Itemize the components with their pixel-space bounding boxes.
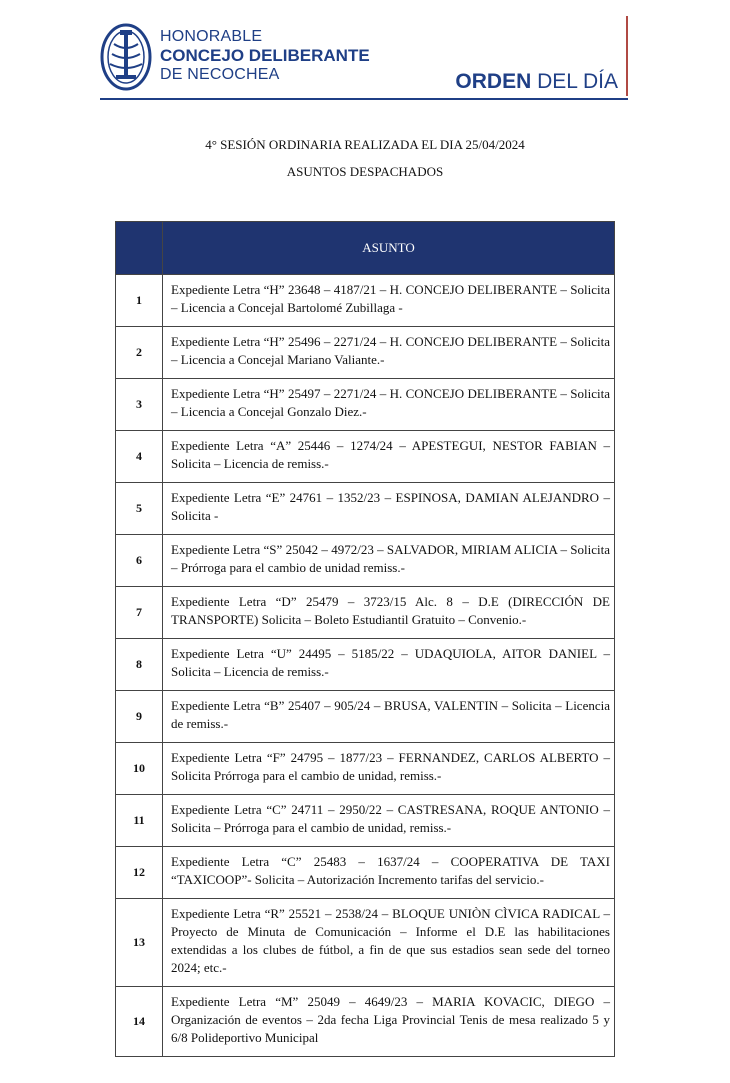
row-text: Expediente Letra “F” 24795 – 1877/23 – FERNANDEZ, CARLOS ALBERTO – Solicita Prórroga para el cambio de unidad, remiss.- [163,743,615,795]
table-header-row [116,222,615,275]
org-line-3: DE NECOCHEA [160,66,280,83]
row-text: Expediente Letra “C” 24711 – 2950/22 – CASTRESANA, ROQUE ANTONIO – Solicita – Prórroga para el cambio de unidad, remiss.- [163,795,615,847]
row-number: 10 [116,743,163,795]
table-row [116,795,615,847]
table-row [116,847,615,899]
document-title-bold: ORDEN [455,70,532,93]
council-emblem-icon [100,22,152,92]
table-row [116,691,615,743]
row-text: Expediente Letra “U” 24495 – 5185/22 – UDAQUIOLA, AITOR DANIEL – Solicita – Licencia de remiss.- [163,639,615,691]
row-number: 11 [116,795,163,847]
row-number: 1 [116,275,163,327]
header-number-cell [116,222,163,275]
row-number: 4 [116,431,163,483]
row-text: Expediente Letra “R” 25521 – 2538/24 – BLOQUE UNIÒN CÌVICA RADICAL – Proyecto de Minuta de Comunicación – Informe el D.E las habilitaciones extendidas a los clubes de fútbol, a fin de que sus estadios sean sede del torneo 2024; etc.- [163,899,615,987]
row-text: Expediente Letra “H” 25496 – 2271/24 – H. CONCEJO DELIBERANTE – Solicita – Licencia a Concejal Mariano Valiante.- [163,327,615,379]
table-row [116,743,615,795]
table-row [116,899,615,987]
table-row [116,535,615,587]
row-number: 12 [116,847,163,899]
table-row [116,987,615,1057]
row-text: Expediente Letra “H” 23648 – 4187/21 – H. CONCEJO DELIBERANTE – Solicita – Licencia a Concejal Bartolomé Zubillaga - [163,275,615,327]
row-text: Expediente Letra “A” 25446 – 1274/24 – APESTEGUI, NESTOR FABIAN – Solicita – Licencia de remiss.- [163,431,615,483]
table-row [116,275,615,327]
org-line-1: HONORABLE [160,28,263,45]
row-number: 2 [116,327,163,379]
table-row [116,379,615,431]
table-row [116,639,615,691]
row-number: 7 [116,587,163,639]
table-row [116,431,615,483]
table-row [116,587,615,639]
session-subtitle: ASUNTOS DESPACHADOS [286,164,444,179]
header-asunto-cell: ASUNTO [163,222,615,275]
row-number: 6 [116,535,163,587]
row-number: 9 [116,691,163,743]
row-text: Expediente Letra “B” 25407 – 905/24 – BRUSA, VALENTIN – Solicita – Licencia de remiss.- [163,691,615,743]
row-number: 3 [116,379,163,431]
asuntos-table [115,221,615,1057]
table-row [116,327,615,379]
row-number: 5 [116,483,163,535]
session-title: 4° SESIÓN ORDINARIA REALIZADA EL DIA 25/04/2024 [205,137,525,152]
row-number: 14 [116,987,163,1057]
document-title [455,70,618,94]
row-text: Expediente Letra “C” 25483 – 1637/24 – COOPERATIVA DE TAXI “TAXICOOP”- Solicita – Autorización Incremento tarifas del servicio.- [163,847,615,899]
row-text: Expediente Letra “D” 25479 – 3723/15 Alc. 8 – D.E (DIRECCIÓN DE TRANSPORTE) Solicita – Boleto Estudiantil Gratuito – Convenio.- [163,587,615,639]
row-text: Expediente Letra “E” 24761 – 1352/23 – ESPINOSA, DAMIAN ALEJANDRO – Solicita - [163,483,615,535]
row-text: Expediente Letra “S” 25042 – 4972/23 – SALVADOR, MIRIAM ALICIA – Solicita – Prórroga para el cambio de unidad remiss.- [163,535,615,587]
header-horizontal-rule [100,98,628,100]
row-text: Expediente Letra “H” 25497 – 2271/24 – H. CONCEJO DELIBERANTE – Solicita – Licencia a Concejal Gonzalo Diez.- [163,379,615,431]
document-title-rest: DEL DÍA [531,70,618,93]
row-text: Expediente Letra “M” 25049 – 4649/23 – MARIA KOVACIC, DIEGO – Organización de eventos – 2da fecha Liga Provincial Tenis de mesa realizado 5 y 6/8 Polideportivo Municipal [163,987,615,1057]
row-number: 13 [116,899,163,987]
row-number: 8 [116,639,163,691]
header-vertical-rule [626,16,628,96]
table-row [116,483,615,535]
org-line-2: CONCEJO DELIBERANTE [160,46,370,65]
organization-name [160,27,370,84]
